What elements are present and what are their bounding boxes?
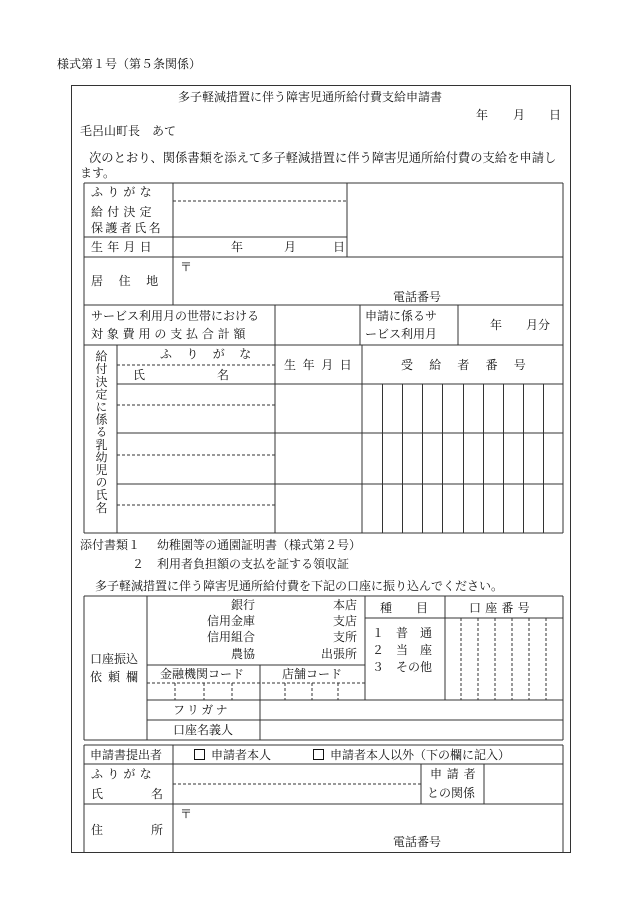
child-dob-header: 生年月日 (284, 358, 359, 372)
applicant-furigana-label: ふりがな (91, 185, 156, 199)
bank-type-kumiai: 信用組合 (207, 630, 256, 644)
form-id: 様式第１号（第５条関係） (57, 57, 202, 71)
children-vertical-label: 給付決定に係る乳幼児の氏名 (94, 350, 108, 514)
date-year: 年 (476, 108, 489, 122)
usage-month-label-1: 申請に係るサ (365, 309, 438, 323)
checkbox-self[interactable] (194, 749, 205, 760)
attachment-item-2-number: ２ (132, 557, 145, 571)
relation-label-1: 申請者 (430, 767, 481, 781)
bank-type-nokyo: 農協 (231, 647, 256, 661)
submitter-option-other-text: 申請者本人以外（下の欄に記入） (330, 748, 511, 762)
usage-year-month: 年 月分 (490, 318, 551, 332)
recipient-number-header: 受給者番号 (401, 358, 543, 372)
cost-label-1: サービス利用月の世帯における (91, 309, 260, 323)
account-kind-other: ３ その他 (372, 660, 433, 674)
intro-line-2: ます。 (80, 166, 116, 180)
bank-type-shinkin: 信用金庫 (207, 614, 256, 628)
child-furigana-header: ふりがな (160, 347, 266, 361)
submitter-postal-mark: 〒 (180, 807, 193, 821)
branch-code-label: 店舗コード (282, 667, 343, 681)
account-holder-label: 口座名義人 (173, 723, 234, 737)
account-kind-toza: ２ 当 座 (372, 643, 433, 657)
branch-shiten: 支店 (333, 614, 358, 628)
submitter-phone-label: 電話番号 (393, 835, 442, 849)
account-number-header: 口座番号 (469, 601, 534, 615)
dob-month: 月 (284, 240, 297, 254)
branch-shisho: 支所 (333, 630, 358, 644)
submitter-label: 申請書提出者 (90, 748, 163, 762)
intro-line-1: 次のとおり、関係書類を添えて多子軽減措置に伴う障害児通所給付費の支給を申請し (89, 151, 557, 165)
attachment-item-2: 利用者負担額の支払を証する領収証 (157, 557, 350, 571)
bank-area-label-1: 口座振込 (90, 652, 139, 666)
account-kind-header: 種 目 (380, 601, 435, 615)
relation-label-2: との関係 (427, 786, 476, 800)
submitter-option-self-text: 申請者本人 (211, 748, 272, 762)
transfer-instruction: 多子軽減措置に伴う障害児通所給付費を下記の口座に振り込んでください。 (95, 579, 504, 593)
account-kind-futsu: １ 普 通 (372, 626, 433, 640)
dob-day: 日 (333, 240, 346, 254)
bank-type-bank: 銀行 (231, 598, 256, 612)
branch-shutchojo: 出張所 (321, 647, 358, 661)
dob-label: 生年月日 (91, 240, 156, 254)
postal-mark: 〒 (180, 260, 193, 274)
guardian-label-2: 保護者氏名 (91, 221, 164, 235)
form-title: 多子軽減措置に伴う障害児通所給付費支給申請書 (178, 90, 443, 104)
child-name-header: 氏 名 (133, 368, 230, 382)
date-month: 月 (513, 108, 526, 122)
attachment-item-1: 幼稚園等の通園証明書（様式第２号） (157, 538, 362, 552)
guardian-label-1: 給付決定 (91, 205, 156, 219)
submitter-address-label: 住 所 (91, 823, 164, 837)
account-kana-label: フリガナ (173, 703, 231, 717)
date-day: 日 (549, 108, 562, 122)
cost-label-2: 対象費用の支払合計額 (91, 327, 250, 341)
submitter-furigana-label: ふりがな (91, 767, 156, 781)
addressee: 毛呂山町長 あて (80, 124, 177, 138)
bank-area-label-2: 依頼欄 (90, 670, 145, 684)
dob-year: 年 (231, 240, 244, 254)
submitter-option-other[interactable] (313, 748, 510, 762)
submitter-name-label: 氏 名 (91, 787, 164, 801)
branch-honten: 本店 (333, 598, 358, 612)
checkbox-other[interactable] (313, 749, 324, 760)
submitter-option-self[interactable] (194, 748, 271, 762)
phone-label: 電話番号 (393, 290, 442, 304)
bank-code-label: 金融機関コード (160, 667, 245, 681)
address-label: 居住地 (91, 274, 174, 288)
usage-month-label-2: ービス利用月 (365, 327, 438, 341)
attachments-label: 添付書類１ (80, 538, 141, 552)
